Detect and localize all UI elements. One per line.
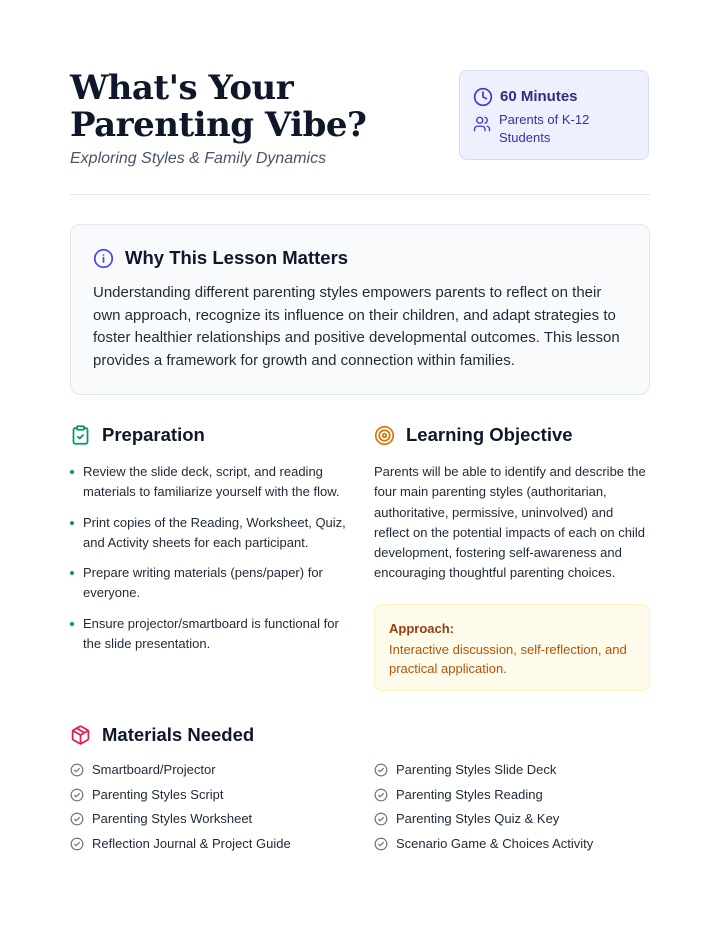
check-circle-icon (70, 763, 84, 777)
target-icon (374, 425, 395, 446)
list-item (70, 836, 291, 851)
list-item (70, 563, 350, 604)
why-body: Understanding different parenting styles empowers parents to reflect on their own approach, recognize its influence on their children, and adapt strategies to foster healthier relationships and positive developmental outcomes. This lesson provides a framework for growth and connection within families. (93, 284, 620, 370)
material-item-text: Parenting Styles Quiz & Key (396, 811, 560, 826)
materials-title: Materials Needed (102, 724, 255, 745)
list-item (70, 614, 350, 655)
list-item (70, 762, 216, 777)
bullet-dot (70, 521, 74, 525)
clipboard-check-icon (70, 424, 91, 446)
why-lesson-card (70, 224, 650, 395)
list-item (70, 462, 350, 503)
materials-heading (70, 724, 254, 746)
users-icon (473, 115, 491, 133)
header-divider (70, 194, 650, 195)
material-item-text: Parenting Styles Worksheet (92, 811, 253, 826)
list-item (70, 787, 224, 802)
page-title: What's Your Parenting Vibe? (70, 68, 367, 145)
preparation-list (70, 462, 350, 664)
check-circle-icon (374, 812, 388, 826)
material-item-text: Smartboard/Projector (92, 762, 216, 777)
duration-row (473, 87, 578, 107)
material-item-text: Reflection Journal & Project Guide (92, 836, 291, 851)
info-icon (93, 248, 114, 269)
audience-row (473, 111, 614, 147)
objective-text: Parents will be able to identify and describe the four main parenting styles (authoritarian, authoritative, permissive, uninvolved) and reflect on the potential impacts of each on child development, fostering self-awareness and encouraging thoughtful parenting choices. (374, 464, 646, 581)
check-circle-icon (70, 837, 84, 851)
preparation-item-text: Prepare writing materials (pens/paper) for everyone. (83, 565, 323, 601)
check-circle-icon (70, 812, 84, 826)
bullet-dot (70, 571, 74, 575)
objective-title: Learning Objective (406, 424, 573, 445)
preparation-item-text: Review the slide deck, script, and reading materials to familiarize yourself with the flow. (83, 464, 340, 500)
material-item-text: Scenario Game & Choices Activity (396, 836, 594, 851)
preparation-item-text: Ensure projector/smartboard is functional for the slide presentation. (83, 615, 339, 652)
why-heading (93, 247, 348, 269)
check-circle-icon (374, 788, 388, 802)
preparation-item-text: Print copies of the Reading, Worksheet, Quiz, and Activity sheets for each participant. (83, 514, 346, 550)
list-item (70, 513, 350, 554)
material-item-text: Parenting Styles Script (92, 787, 224, 802)
material-item-text: Parenting Styles Slide Deck (396, 762, 557, 777)
check-circle-icon (70, 788, 84, 802)
material-item-text: Parenting Styles Reading (396, 787, 543, 802)
duration-text: 60 Minutes (500, 88, 578, 105)
check-circle-icon (374, 763, 388, 777)
objective-heading (374, 424, 573, 446)
check-circle-icon (374, 837, 388, 851)
page-subtitle: Exploring Styles & Family Dynamics (70, 150, 327, 167)
package-icon (70, 724, 91, 746)
bullet-dot (70, 470, 74, 474)
list-item (374, 762, 556, 777)
approach-label: Approach: (389, 621, 454, 636)
lesson-info-card (459, 70, 649, 160)
bullet-dot (70, 622, 74, 626)
list-item (374, 787, 543, 802)
approach-text: Interactive discussion, self-reflection, and practical application. (389, 642, 627, 676)
list-item (70, 811, 252, 826)
preparation-title: Preparation (102, 424, 205, 445)
why-title: Why This Lesson Matters (125, 247, 349, 268)
preparation-heading (70, 424, 205, 446)
audience-text: Parents of K-12 Students (499, 112, 590, 145)
approach-card (374, 604, 650, 691)
list-item (374, 836, 593, 851)
list-item (374, 811, 559, 826)
clock-icon (473, 87, 493, 107)
